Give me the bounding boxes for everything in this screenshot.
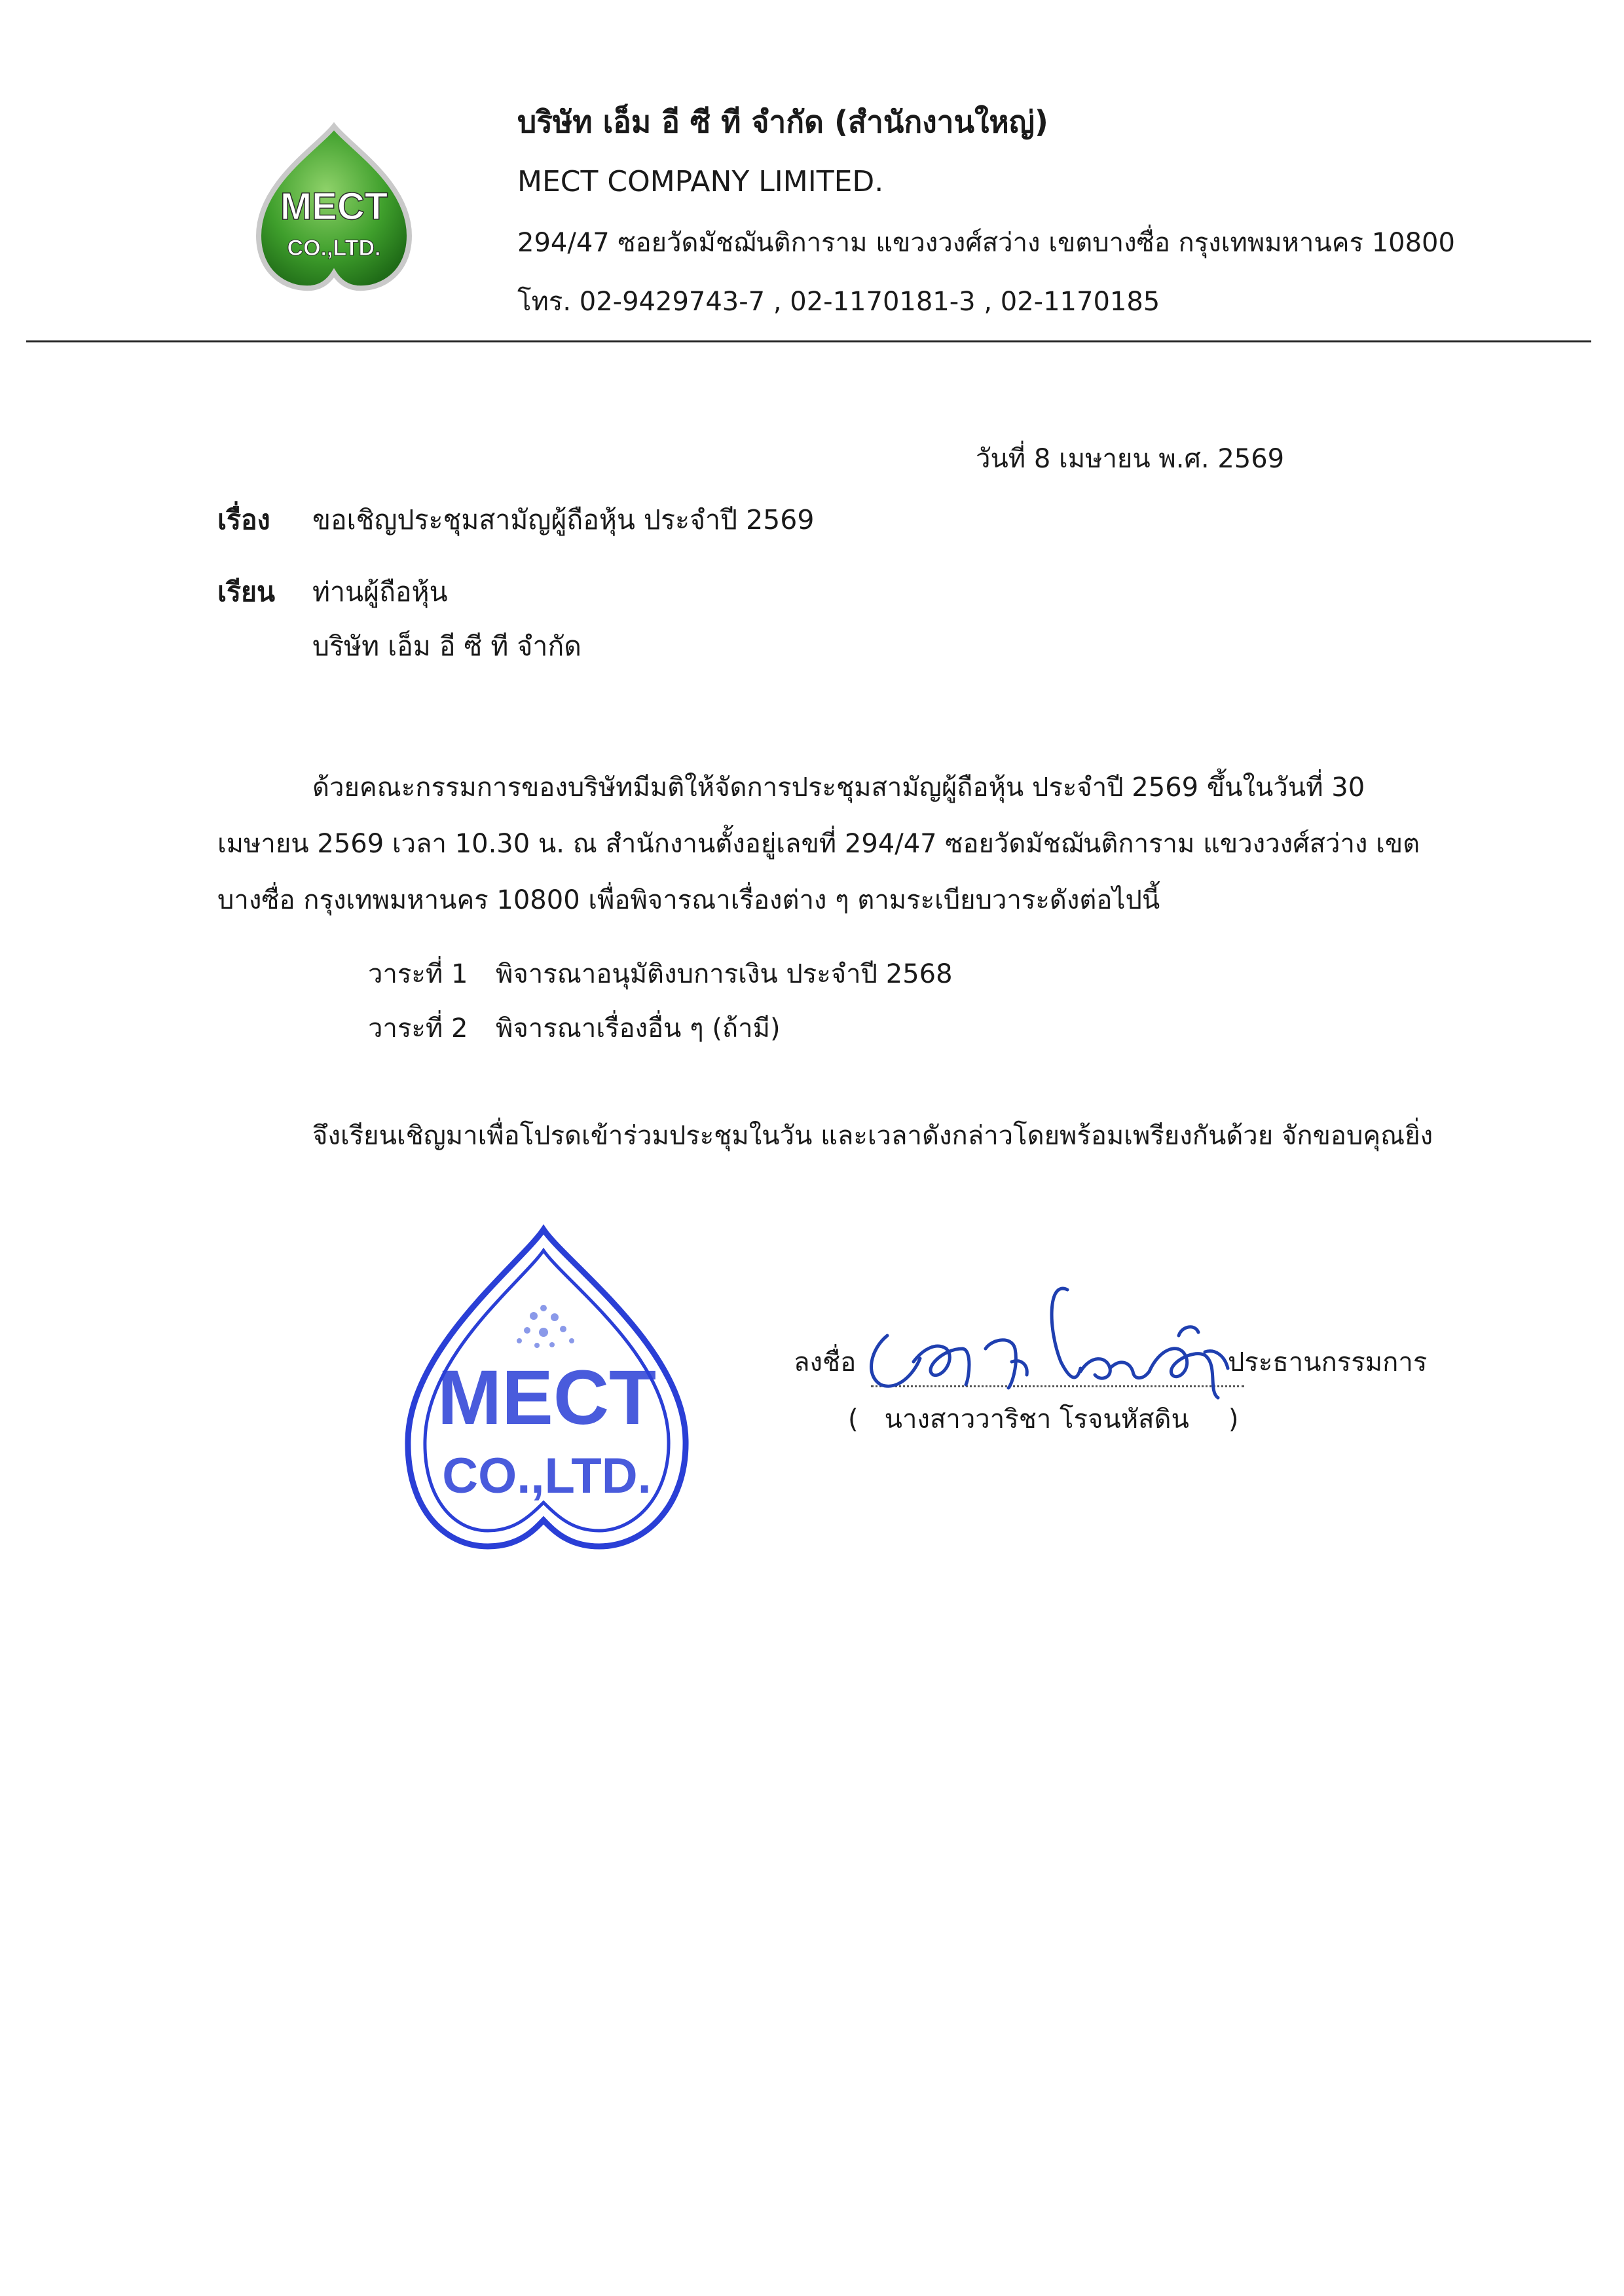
company-name-english: MECT COMPANY LIMITED. [517,165,884,198]
company-address: 294/47 ซอยวัดมัชฌันติการาม แขวงวงศ์สว่าง เขตบางซื่อ กรุงเทพมหานคร 10800 [517,228,1455,258]
closing-sentence: จึงเรียนเชิญมาเพื่อโปรดเข้าร่วมประชุมในวัน และเวลาดังกล่าวโดยพร้อมเพรียงกันด้วย จักขอบคุณยิ่ง [312,1121,1433,1151]
stamp-text-sub: CO.,LTD. [442,1448,652,1504]
stamp-text-main: MECT [437,1355,657,1441]
signer-name: นางสาววาริชา โรจนหัสดิน [884,1404,1189,1434]
body-line: ด้วยคณะกรรมการของบริษัทมีมติให้จัดการประชุมสามัญผู้ถือหุ้น ประจำปี 2569 ขึ้นในวันที่ 30 [312,773,1365,803]
subject-text: ขอเชิญประชุมสามัญผู้ถือหุ้น ประจำปี 2569 [312,504,815,536]
agenda-item-2 [368,1007,781,1049]
recipient-line-1: ท่านผู้ถือหุ้น [312,576,448,608]
body-line: บางซื่อ กรุงเทพมหานคร 10800 เพื่อพิจารณาเรื่องต่าง ๆ ตามระเบียบวาระดังต่อไปนี้ [217,885,1160,915]
agenda-text: พิจารณาเรื่องอื่น ๆ (ถ้ามี) [496,1013,781,1044]
close-paren: ) [1228,1404,1239,1434]
company-stamp [403,1224,691,1558]
handwritten-signature [851,1250,1257,1408]
letter-date: วันที่ 8 เมษายน พ.ศ. 2569 [976,444,1285,474]
sign-label: ลงชื่อ [794,1347,857,1377]
logo-text-main: MECT [280,185,388,228]
company-name-thai: บริษัท เอ็ม อี ซี ที จำกัด (สำนักงานใหญ่) [517,104,1048,139]
subject-label: เรื่อง [217,504,270,536]
recipient-label: เรียน [217,576,276,608]
agenda-item-1 [368,953,953,994]
agenda-number: วาระที่ 1 [368,959,468,989]
signer-title: ประธานกรรมการ [1228,1347,1428,1377]
body-paragraph [217,759,1429,928]
logo-text-sub: CO.,LTD. [287,236,381,261]
company-logo [252,121,416,295]
body-line: เมษายน 2569 เวลา 10.30 น. ณ สำนักงานตั้งอยู่เลขที่ 294/47 ซอยวัดมัชฌันติการาม แขวงวงศ์สว่าง เขต [217,829,1420,859]
company-phone: โทร. 02-9429743-7 , 02-1170181-3 , 02-1170185 [517,287,1160,317]
header-divider [26,340,1591,342]
agenda-number: วาระที่ 2 [368,1013,468,1044]
signer-name-line [848,1398,1238,1440]
open-paren: ( [848,1404,858,1434]
agenda-text: พิจารณาอนุมัติงบการเงิน ประจำปี 2568 [496,959,953,989]
recipient-line-2: บริษัท เอ็ม อี ซี ที จำกัด [312,630,581,662]
